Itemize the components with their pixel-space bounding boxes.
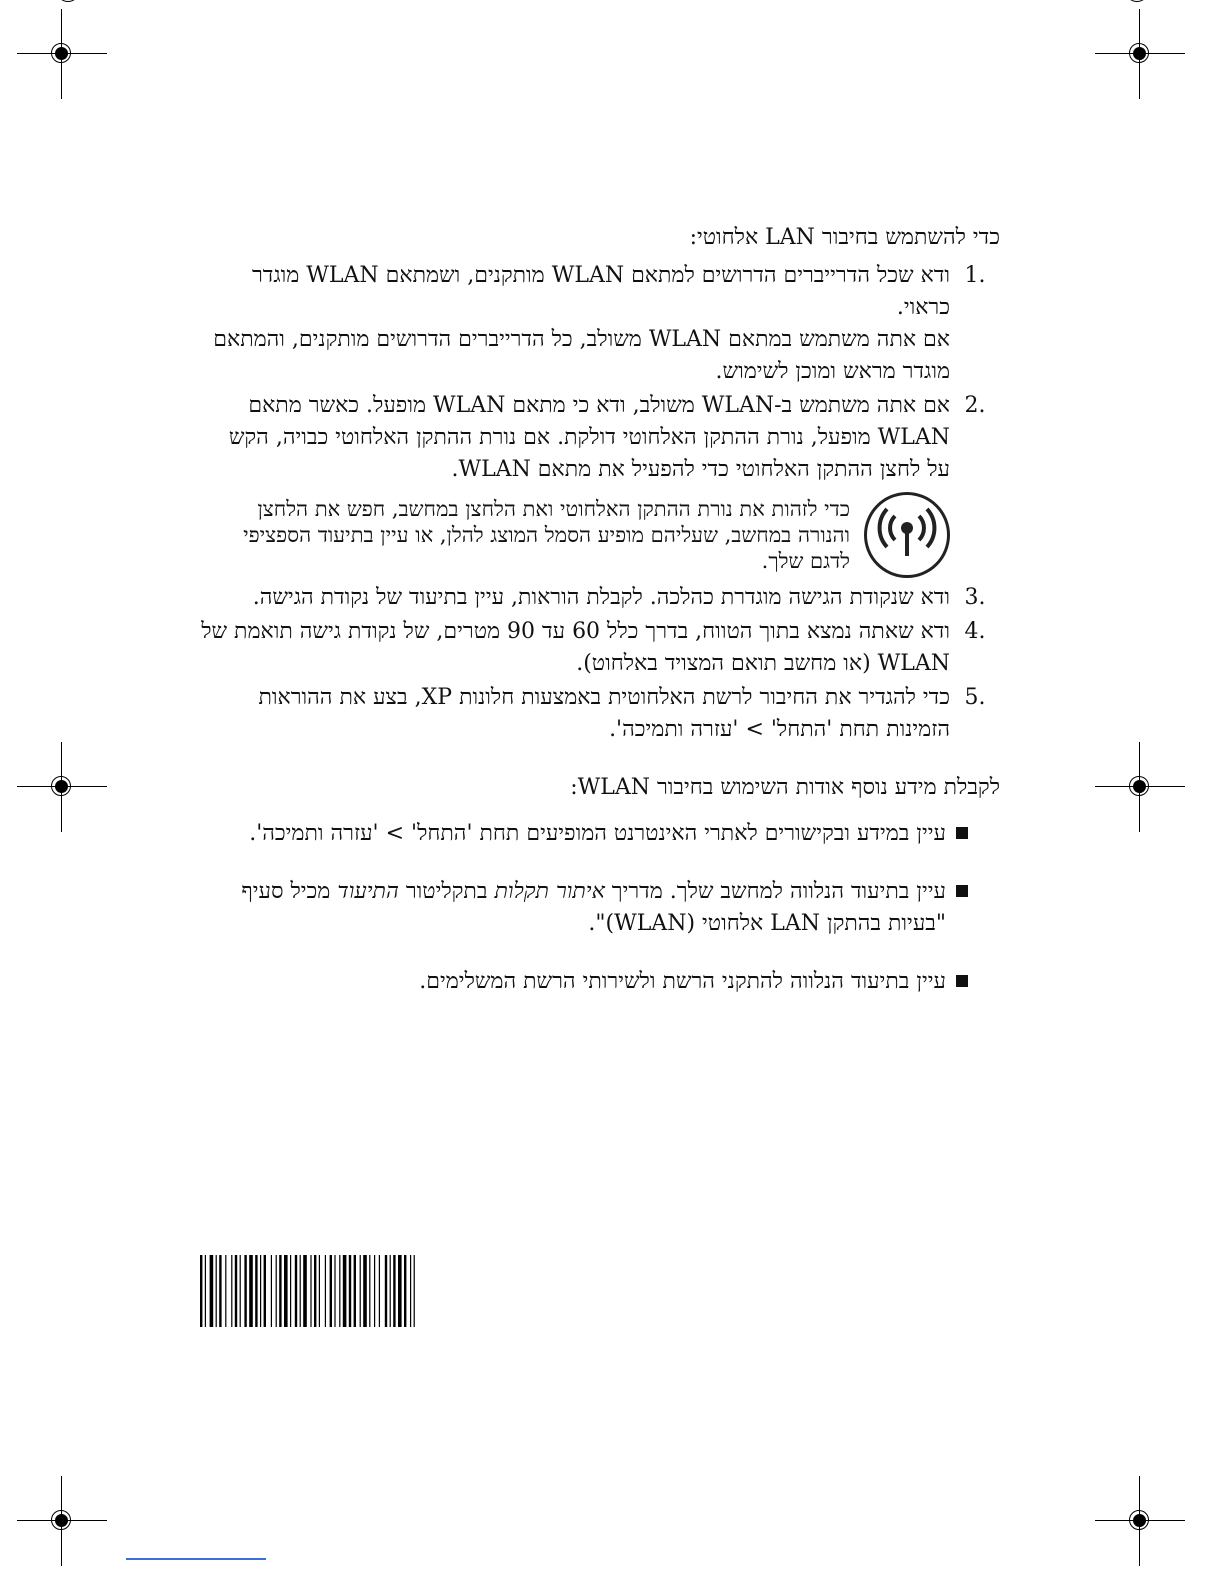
barcode-bar xyxy=(219,1255,221,1327)
step-text: ודא שאתה נמצא בתוך הטווח, בדרך כלל 60 עד 90 מטרים, של נקודת גישה תואמת של WLAN (או מחשב תואם המצויד באלחוט). xyxy=(201,619,950,676)
square-bullet-icon xyxy=(956,975,968,987)
barcode-bar xyxy=(271,1255,272,1327)
barcode-bar xyxy=(249,1255,253,1327)
barcode-bar xyxy=(240,1255,241,1327)
step-text: ודא שכל הדרייברים הדרושים למתאם WLAN מותקנים, ושמתאם WLAN מוגדר כראוי. xyxy=(251,263,950,320)
barcode-bar xyxy=(379,1255,380,1327)
barcode-bar xyxy=(279,1255,281,1327)
barcode-bar xyxy=(339,1255,340,1327)
barcode-bar xyxy=(363,1255,367,1327)
bullet-text-part: בתקליטור xyxy=(398,879,495,904)
intro-heading: כדי להשתמש בחיבור LAN אלחוטי: xyxy=(689,225,1000,250)
crosshair-icon xyxy=(1095,1476,1185,1566)
bottom-rule xyxy=(126,1558,266,1560)
barcode-bar xyxy=(354,1255,356,1327)
crosshair-icon xyxy=(1095,9,1185,99)
step-number: .2 xyxy=(964,393,986,418)
barcode-bar xyxy=(330,1255,332,1327)
barcode-bar xyxy=(205,1255,206,1327)
barcode-bar xyxy=(300,1255,301,1327)
crosshair-icon xyxy=(1095,742,1185,832)
barcode-bar xyxy=(404,1255,406,1327)
troubleshooting-guide-title: איתור תקלות xyxy=(494,879,605,904)
barcode-bar xyxy=(414,1255,415,1327)
more-info-list xyxy=(200,818,1000,998)
barcode-bar xyxy=(210,1255,214,1327)
square-bullet-icon xyxy=(956,827,968,839)
documentation-cd-title: התיעוד xyxy=(337,879,399,904)
step-text: אם אתה משתמש במתאם WLAN משולב, כל הדרייברים הדרושים מותקנים, והמתאם מוגדר מראש ומוכן לשימוש. xyxy=(213,327,950,384)
step-text: ודא שנקודת הגישה מוגדרת כהלכה. לקבלת הוראות, עיין בתיעוד של נקודת הגישה. xyxy=(252,585,950,610)
bullet-text: עיין במידע ובקישורים לאתרי האינטרנט המופיעים תחת 'התחל' > 'עזרה ותמיכה'. xyxy=(249,821,946,846)
more-info-section xyxy=(200,772,1000,998)
step-number: .3 xyxy=(964,585,986,610)
bullet-text xyxy=(200,876,946,940)
document-body xyxy=(200,222,1000,1024)
steps-list xyxy=(200,260,1000,746)
barcode-bar xyxy=(244,1255,246,1327)
barcode-bar xyxy=(374,1255,375,1327)
barcode-bar xyxy=(225,1255,226,1327)
step-item xyxy=(200,616,1000,680)
wireless-antenna-icon xyxy=(864,492,950,578)
barcode-bar xyxy=(260,1255,261,1327)
note-box xyxy=(200,492,950,578)
barcode-bar xyxy=(393,1255,395,1327)
barcode-bar xyxy=(284,1255,288,1327)
bullet-text-part: מכיל סעיף "בעיות בהתקן LAN אלחוטי (WLAN)". xyxy=(241,879,946,936)
barcode-bar xyxy=(385,1255,387,1327)
crosshair-icon xyxy=(17,9,107,99)
step-item xyxy=(200,582,1000,614)
step-number: .5 xyxy=(964,685,986,710)
barcode-bar xyxy=(290,1255,291,1327)
crosshair-icon xyxy=(17,1476,107,1566)
barcode-bar xyxy=(390,1255,391,1327)
more-info-heading: לקבלת מידע נוסף אודות השימוש בחיבור WLAN: xyxy=(570,775,1000,800)
barcode-bar xyxy=(398,1255,402,1327)
step-item xyxy=(200,390,1000,580)
barcode-bar xyxy=(349,1255,351,1327)
step-text: כדי להגדיר את החיבור לרשת האלחוטית באמצעות חלונות XP, בצע את ההוראות הזמינות תחת 'התחל' > 'עזרה ותמיכה'. xyxy=(258,685,950,742)
barcode xyxy=(200,1255,475,1327)
barcode-bar xyxy=(310,1255,311,1327)
step-item xyxy=(200,260,1000,388)
barcode-bar xyxy=(231,1255,232,1327)
barcode-bar xyxy=(360,1255,361,1327)
barcode-bar xyxy=(369,1255,370,1327)
step-item xyxy=(200,682,1000,746)
list-item xyxy=(200,876,1000,940)
barcode-bar xyxy=(216,1255,217,1327)
barcode-bar xyxy=(276,1255,277,1327)
note-text: כדי לזהות את נורת ההתקן האלחוטי ואת הלחצן במחשב, חפש את הלחצן והנורה במחשב, שעליהם מופיע הסמל המוצג להלן, או עיין בתיעוד הספציפי לדגם שלך. xyxy=(243,497,850,573)
list-item xyxy=(200,966,1000,998)
barcode-bar xyxy=(343,1255,347,1327)
registration-circle-top-right xyxy=(1127,0,1147,2)
barcode-bar xyxy=(314,1255,316,1327)
square-bullet-icon xyxy=(956,885,968,897)
barcode-bar xyxy=(235,1255,237,1327)
crosshair-icon xyxy=(17,742,107,832)
step-number: .1 xyxy=(964,263,986,288)
registration-circle-top-left xyxy=(58,0,78,2)
list-item xyxy=(200,818,1000,850)
step-number: .4 xyxy=(964,619,986,644)
barcode-bar xyxy=(303,1255,307,1327)
barcode-bar xyxy=(295,1255,297,1327)
barcode-bar xyxy=(319,1255,320,1327)
bullet-text: עיין בתיעוד הנלווה להתקני הרשת ולשירותי הרשת המשלימים. xyxy=(419,969,946,994)
bullet-text-part: עיין בתיעוד הנלווה למחשב שלך. מדריך xyxy=(604,879,946,904)
barcode-bar xyxy=(264,1255,266,1327)
barcode-bar xyxy=(410,1255,411,1327)
barcode-bar xyxy=(255,1255,257,1327)
barcode-bar xyxy=(325,1255,326,1327)
barcode-bar xyxy=(334,1255,335,1327)
barcode-bar xyxy=(200,1255,202,1327)
step-text: אם אתה משתמש ב-WLAN משולב, ודא כי מתאם WLAN מופעל. כאשר מתאם WLAN מופעל, נורת ההתקן האלחוטי דולקת. אם נורת ההתקן האלחוטי כבויה, הקש על לחצן ההתקן האלחוטי כדי להפעיל את מתאם WLAN. xyxy=(228,393,950,482)
